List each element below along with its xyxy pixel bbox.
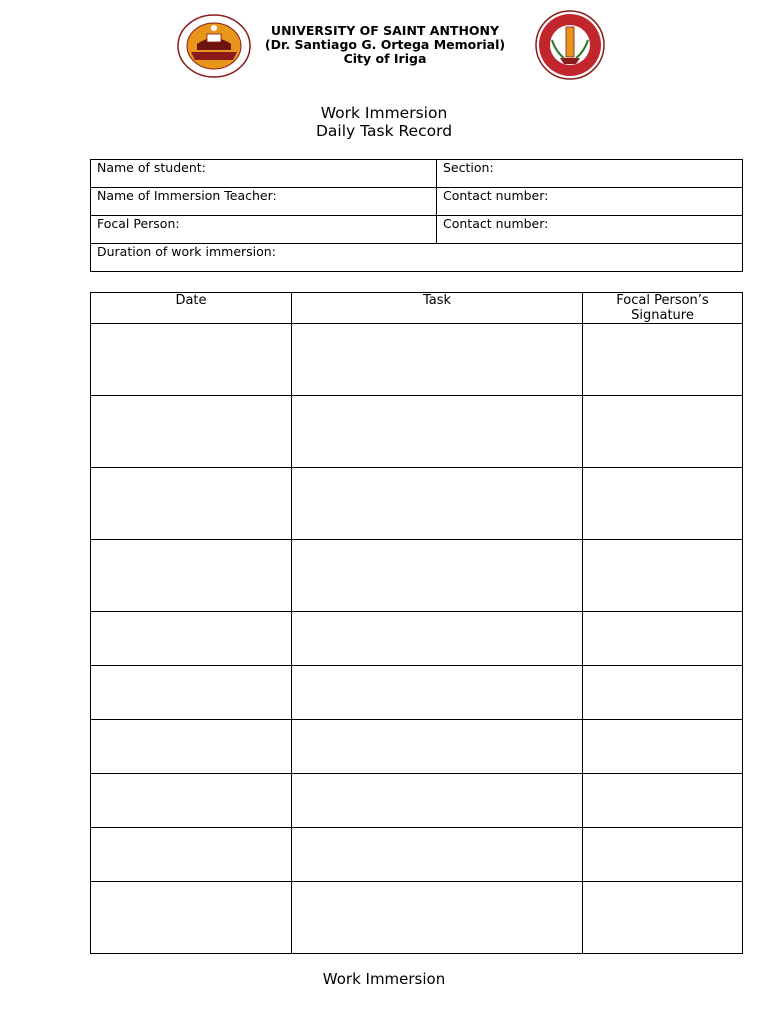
title-line-1: Work Immersion — [320, 104, 448, 122]
signature-column-header: Focal Person’s Signature — [583, 293, 743, 324]
signature-cell[interactable] — [583, 828, 743, 882]
date-cell[interactable] — [91, 540, 292, 612]
university-logo-left — [177, 14, 251, 78]
signature-cell[interactable] — [583, 774, 743, 828]
task-table-header — [91, 293, 743, 324]
signature-cell[interactable] — [583, 666, 743, 720]
signature-cell[interactable] — [583, 882, 743, 954]
date-cell[interactable] — [91, 720, 292, 774]
table-row — [91, 774, 743, 828]
task-cell[interactable] — [292, 612, 583, 666]
date-cell[interactable] — [91, 396, 292, 468]
senior-high-school-seal — [530, 10, 610, 80]
signature-cell[interactable] — [583, 468, 743, 540]
task-cell[interactable] — [292, 720, 583, 774]
date-cell[interactable] — [91, 774, 292, 828]
task-cell[interactable] — [292, 468, 583, 540]
document-header — [0, 10, 768, 80]
focal-person-contact-number-field[interactable]: Contact number: — [437, 216, 743, 244]
duration-field[interactable]: Duration of work immersion: — [91, 244, 743, 272]
task-cell[interactable] — [292, 396, 583, 468]
task-cell[interactable] — [292, 828, 583, 882]
date-cell[interactable] — [91, 666, 292, 720]
table-row — [91, 612, 743, 666]
table-row — [91, 396, 743, 468]
table-row — [91, 324, 743, 396]
task-cell[interactable] — [292, 324, 583, 396]
table-row — [91, 828, 743, 882]
immersion-teacher-field[interactable]: Name of Immersion Teacher: — [91, 188, 437, 216]
date-cell[interactable] — [91, 828, 292, 882]
date-cell[interactable] — [91, 882, 292, 954]
daily-task-table — [90, 292, 743, 954]
date-column-header: Date — [91, 293, 292, 324]
table-row — [91, 468, 743, 540]
teacher-contact-number-field[interactable]: Contact number: — [437, 188, 743, 216]
university-memorial: (Dr. Santiago G. Ortega Memorial) — [264, 37, 506, 52]
task-column-header: Task — [292, 293, 583, 324]
footer-text: Work Immersion — [322, 970, 446, 988]
table-row — [91, 540, 743, 612]
table-row — [91, 666, 743, 720]
university-name: UNIVERSITY OF SAINT ANTHONY — [270, 23, 500, 38]
signature-cell[interactable] — [583, 540, 743, 612]
signature-cell[interactable] — [583, 720, 743, 774]
task-cell[interactable] — [292, 774, 583, 828]
focal-person-field[interactable]: Focal Person: — [91, 216, 437, 244]
signature-cell[interactable] — [583, 324, 743, 396]
date-cell[interactable] — [91, 612, 292, 666]
document-title — [0, 104, 768, 140]
table-row — [91, 882, 743, 954]
task-cell[interactable] — [292, 540, 583, 612]
signature-cell[interactable] — [583, 396, 743, 468]
task-cell[interactable] — [292, 666, 583, 720]
signature-cell[interactable] — [583, 612, 743, 666]
task-cell[interactable] — [292, 882, 583, 954]
university-city: City of Iriga — [343, 51, 427, 66]
student-info-table — [90, 159, 743, 272]
section-field[interactable]: Section: — [437, 160, 743, 188]
date-cell[interactable] — [91, 468, 292, 540]
date-cell[interactable] — [91, 324, 292, 396]
name-of-student-field[interactable]: Name of student: — [91, 160, 437, 188]
university-heading — [250, 24, 520, 66]
table-row — [91, 720, 743, 774]
title-line-2: Daily Task Record — [315, 122, 453, 140]
